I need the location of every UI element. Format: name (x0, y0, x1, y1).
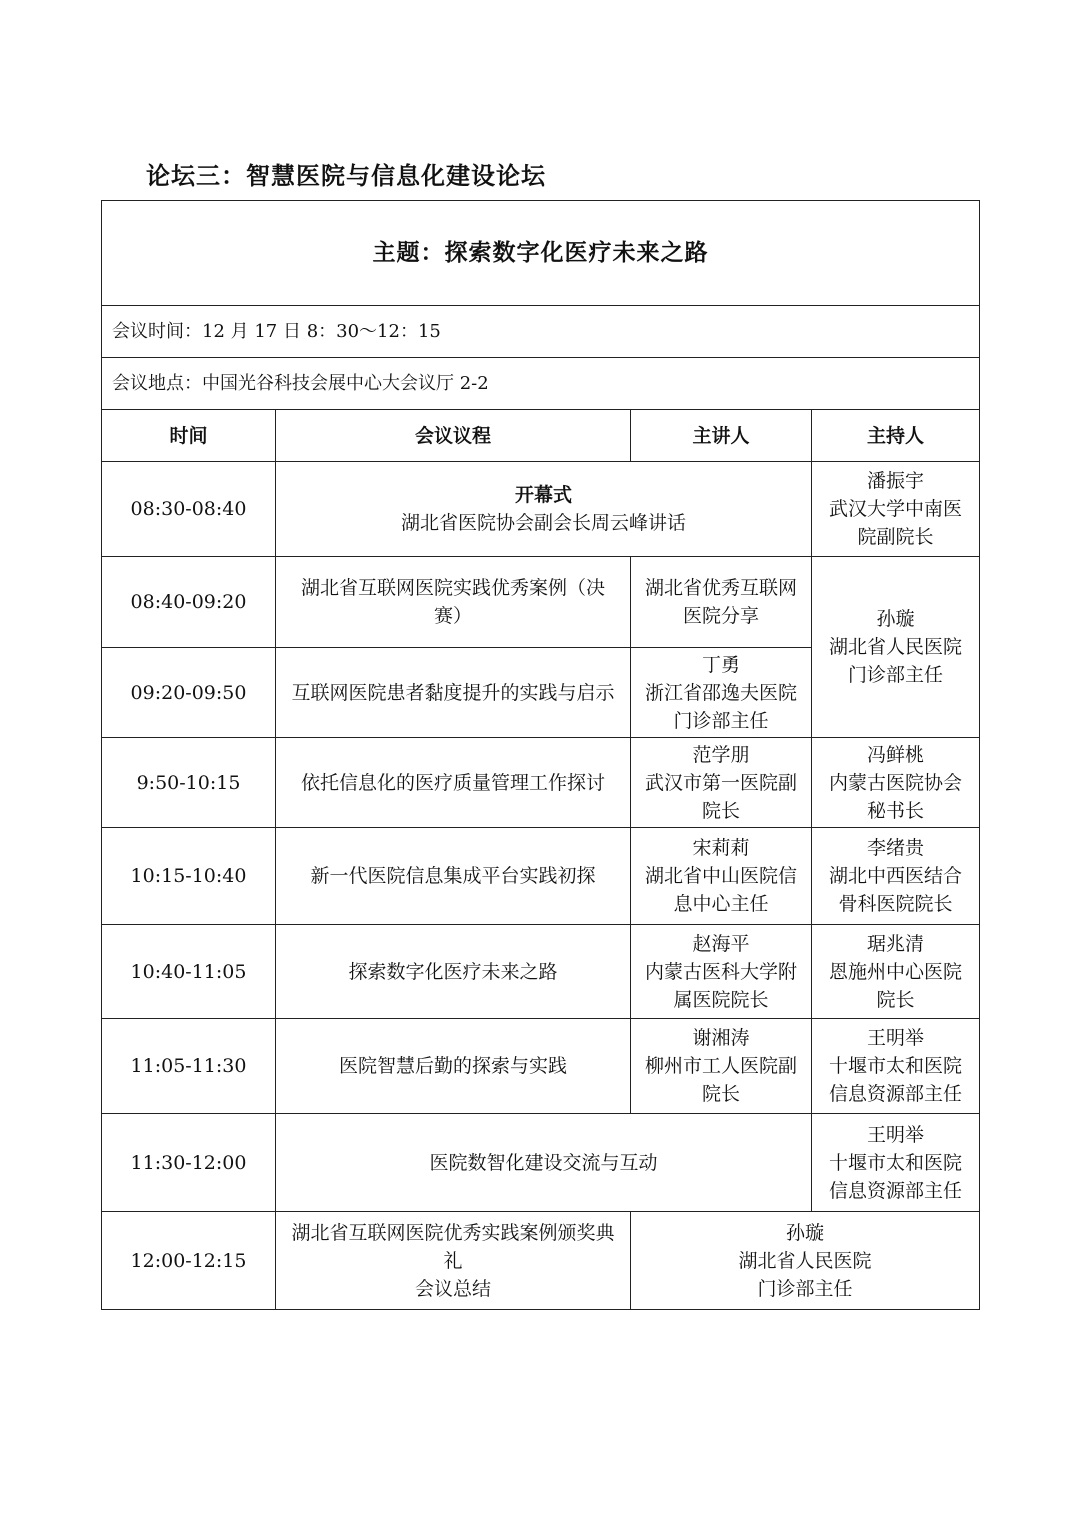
table-row (102, 1019, 980, 1114)
host-cell (812, 1114, 980, 1212)
meeting-time: 会议时间：12 月 17 日 8：30～12：15 (102, 306, 980, 358)
host-cell (812, 925, 980, 1019)
host-line: 冯鲜桃 (866, 743, 924, 766)
host-cell (812, 738, 980, 828)
host-line: 信息资源部主任 (828, 1179, 962, 1202)
agenda-text: 湖北省互联网医院实践优秀案例（决 (300, 577, 605, 599)
time-cell: 08:30-08:40 (102, 462, 276, 557)
header-speaker: 主讲人 (631, 410, 812, 462)
speaker-cell (631, 925, 812, 1019)
host-line: 门诊部主任 (757, 1277, 853, 1300)
speaker-line: 宋莉莉 (692, 837, 750, 859)
speaker-line: 湖北省中山医院信 (644, 865, 797, 887)
agenda-cell: 新一代医院信息集成平台实践初探 (276, 828, 631, 925)
agenda-cell (276, 557, 631, 648)
time-cell: 9:50-10:15 (102, 738, 276, 828)
host-line: 湖北中西医结合 (828, 865, 962, 887)
host-line: 孙璇 (876, 608, 915, 630)
host-line: 院副院长 (857, 526, 934, 548)
host-line: 王明举 (866, 1123, 924, 1146)
table-row (102, 1114, 980, 1212)
host-line: 秘书长 (866, 799, 924, 822)
host-line: 湖北省人民医院 (738, 1249, 872, 1272)
speaker-line: 内蒙古医科大学附 (644, 960, 797, 983)
time-cell: 11:30-12:00 (102, 1114, 276, 1212)
speaker-line: 赵海平 (692, 932, 750, 955)
table-row (102, 1212, 980, 1310)
time-cell: 12:00-12:15 (102, 1212, 276, 1310)
speaker-cell (631, 648, 812, 738)
speaker-line: 属医院院长 (673, 988, 769, 1011)
host-cell (812, 462, 980, 557)
host-line: 潘振宇 (866, 470, 924, 492)
speaker-cell (631, 1019, 812, 1114)
speaker-line: 谢湘涛 (692, 1027, 750, 1049)
speaker-line: 医院分享 (682, 605, 759, 627)
host-line: 武汉大学中南医 (828, 498, 962, 520)
agenda-text: 湖北省医院协会副会长周云峰讲话 (400, 512, 686, 534)
table-row (102, 557, 980, 648)
table-row (102, 828, 980, 925)
host-line: 琚兆清 (866, 932, 924, 955)
agenda-cell: 互联网医院患者黏度提升的实践与启示 (276, 648, 631, 738)
agenda-cell: 依托信息化的医疗质量管理工作探讨 (276, 738, 631, 828)
meeting-place: 会议地点：中国光谷科技会展中心大会议厅 2-2 (102, 358, 980, 410)
time-cell: 08:40-09:20 (102, 557, 276, 648)
table-row (102, 462, 980, 557)
speaker-cell (631, 557, 812, 648)
host-line: 王明举 (866, 1027, 924, 1049)
speaker-line: 浙江省邵逸夫医院 (644, 681, 797, 704)
agenda-table (101, 200, 980, 1310)
header-host: 主持人 (812, 410, 980, 462)
speaker-cell (631, 828, 812, 925)
host-line: 骨科医院院长 (838, 893, 953, 915)
speaker-line: 院长 (701, 1083, 740, 1105)
host-line: 信息资源部主任 (828, 1083, 962, 1105)
host-line: 十堰市太和医院 (828, 1055, 962, 1077)
speaker-line: 门诊部主任 (673, 709, 769, 732)
host-cell (812, 828, 980, 925)
agenda-cell: 医院智慧后勤的探索与实践 (276, 1019, 631, 1114)
agenda-cell (276, 462, 812, 557)
speaker-line: 院长 (701, 799, 740, 822)
agenda-title: 开幕式 (514, 484, 572, 506)
speaker-line: 息中心主任 (673, 893, 769, 915)
header-agenda: 会议议程 (276, 410, 631, 462)
host-line: 十堰市太和医院 (828, 1151, 962, 1174)
time-cell: 11:05-11:30 (102, 1019, 276, 1114)
host-line: 恩施州中心医院 (828, 960, 962, 983)
agenda-cell (276, 1212, 631, 1310)
speaker-line: 湖北省优秀互联网 (644, 577, 797, 599)
agenda-text: 赛） (433, 605, 472, 627)
speaker-cell (631, 738, 812, 828)
speaker-line: 柳州市工人医院副 (644, 1055, 797, 1077)
host-line: 内蒙古医院协会 (828, 771, 962, 794)
speaker-line: 武汉市第一医院副 (644, 771, 797, 794)
agenda-cell: 医院数智化建设交流与互动 (276, 1114, 812, 1212)
host-line: 孙璇 (785, 1221, 824, 1244)
agenda-text: 会议总结 (414, 1277, 491, 1300)
time-cell: 09:20-09:50 (102, 648, 276, 738)
agenda-cell: 探索数字化医疗未来之路 (276, 925, 631, 1019)
time-cell: 10:40-11:05 (102, 925, 276, 1019)
host-cell (812, 1019, 980, 1114)
table-row (102, 925, 980, 1019)
speaker-line: 丁勇 (701, 653, 740, 676)
host-line: 门诊部主任 (847, 664, 943, 686)
forum-title: 论坛三：智慧医院与信息化建设论坛 (146, 162, 546, 190)
agenda-text: 湖北省互联网医院优秀实践案例颁奖典礼 (291, 1221, 615, 1272)
host-line: 李绪贵 (866, 837, 924, 859)
time-cell: 10:15-10:40 (102, 828, 276, 925)
header-time: 时间 (102, 410, 276, 462)
theme-heading: 主题：探索数字化医疗未来之路 (102, 201, 980, 306)
speaker-line: 范学朋 (692, 743, 750, 766)
table-row (102, 738, 980, 828)
host-line: 院长 (876, 988, 915, 1011)
host-cell (631, 1212, 980, 1310)
host-line: 湖北省人民医院 (828, 636, 962, 658)
host-cell (812, 557, 980, 738)
